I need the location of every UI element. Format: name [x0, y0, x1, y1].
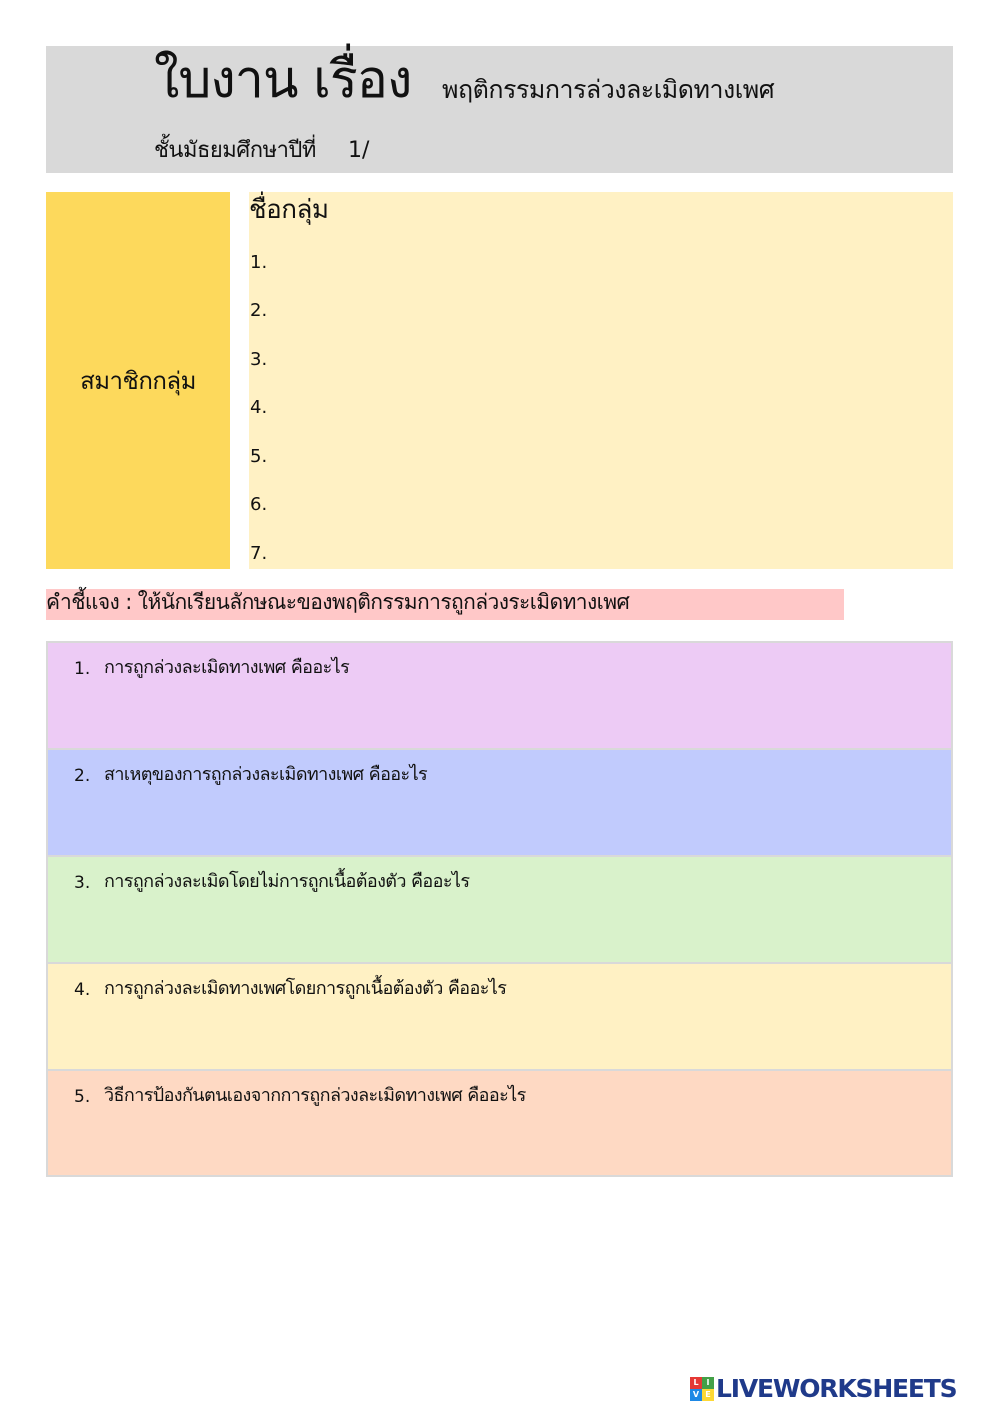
logo-block: E	[702, 1389, 714, 1401]
question-row-4[interactable]	[48, 964, 951, 1071]
member-slot-1: 1.	[250, 252, 268, 273]
logo-block: I	[702, 1377, 714, 1389]
question-number: 3.	[74, 873, 91, 893]
question-row-3[interactable]	[48, 857, 951, 964]
member-slot-5: 5.	[250, 446, 268, 467]
question-number: 4.	[74, 980, 91, 1000]
member-slot-3: 3.	[250, 349, 268, 370]
instruction-bar	[46, 589, 844, 620]
grade-value: 1/	[348, 138, 370, 163]
question-text: การถูกล่วงละเมิดทางเพศโดยการถูกเนื้อต้องตัว คืออะไร	[104, 978, 507, 999]
question-number: 5.	[74, 1087, 91, 1107]
member-slot-7: 7.	[250, 543, 268, 564]
question-text: สาเหตุของการถูกล่วงละเมิดทางเพศ คืออะไร	[104, 764, 428, 785]
question-text: วิธีการป้องกันตนเองจากการถูกล่วงละเมิดทางเพศ คืออะไร	[104, 1085, 526, 1106]
members-label: สมาชิกกลุ่ม	[80, 366, 196, 395]
logo-block: L	[690, 1377, 702, 1389]
worksheet-topic: พฤติกรรมการล่วงละเมิดทางเพศ	[442, 75, 775, 104]
liveworksheets-blocks-icon	[690, 1377, 714, 1401]
liveworksheets-logo[interactable]	[690, 1372, 990, 1406]
members-area	[249, 192, 953, 569]
questions-table	[46, 641, 953, 1177]
member-slot-2: 2.	[250, 300, 268, 321]
members-label-box	[46, 192, 230, 569]
worksheet-title: ใบงาน เรื่อง	[154, 50, 412, 110]
instruction-text: คำชี้แจง : ให้นักเรียนลักษณะของพฤติกรรมการถูกล่วงระเมิดทางเพศ	[46, 590, 630, 614]
question-number: 1.	[74, 659, 91, 679]
logo-block: V	[690, 1389, 702, 1401]
question-row-5[interactable]	[48, 1071, 951, 1175]
worksheet-header	[46, 46, 953, 173]
question-number: 2.	[74, 766, 91, 786]
question-text: การถูกล่วงละเมิดโดยไม่การถูกเนื้อต้องตัว คืออะไร	[104, 871, 470, 892]
question-row-1[interactable]	[48, 643, 951, 750]
question-row-2[interactable]	[48, 750, 951, 857]
question-text: การถูกล่วงละเมิดทางเพศ คืออะไร	[104, 657, 350, 678]
group-name-label: ชื่อกลุ่ม	[249, 195, 329, 225]
grade-label: ชั้นมัธยมศึกษาปีที่	[154, 138, 316, 163]
footer-brand: LIVEWORKSHEETS	[716, 1374, 957, 1403]
member-slot-6: 6.	[250, 494, 268, 515]
member-slot-4: 4.	[250, 397, 268, 418]
